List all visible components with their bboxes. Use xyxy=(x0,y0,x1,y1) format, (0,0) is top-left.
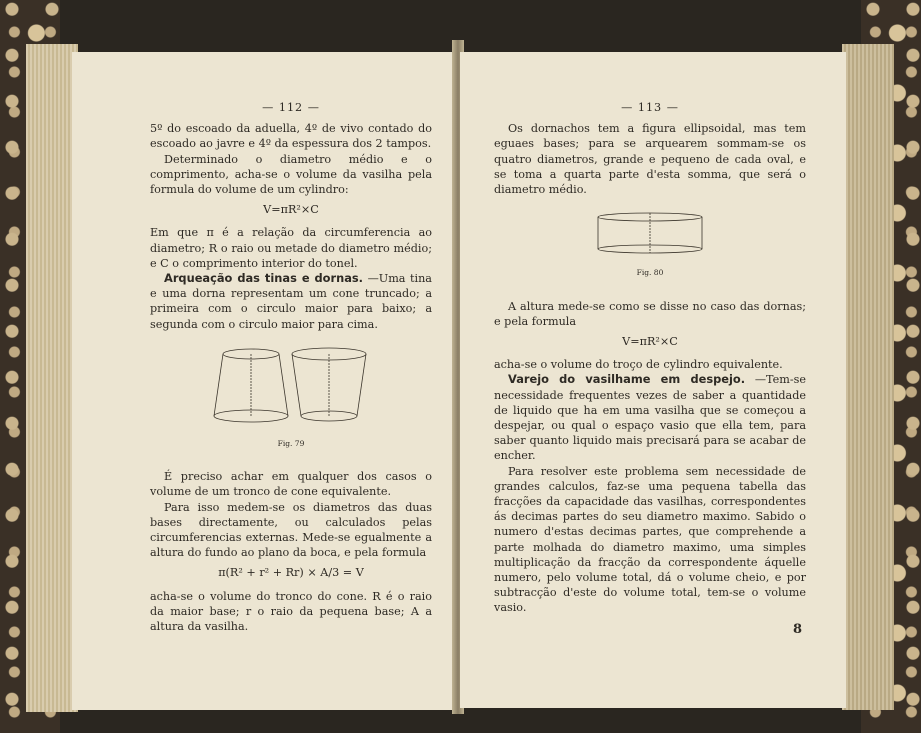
page-edges-left xyxy=(26,44,78,712)
paragraph: Para isso medem-se os diametros das duas bases directamente, ou calculados pelas circumferencias externas. Mede-se egualmente a altura do fundo ao plano da boca, e pela formula xyxy=(150,500,432,560)
figure-cylinder xyxy=(494,211,806,261)
paragraph: acha-se o volume do troço de cylindro equivalente. xyxy=(494,358,783,372)
formula: V=πR²×C xyxy=(622,335,678,349)
right-page xyxy=(460,52,846,708)
formula: V=πR²×C xyxy=(263,203,319,217)
paragraph: Os dornachos tem a figura ellipsoidal, mas tem eguaes bases; para se arquearem sommam-se os quatro diametros, grande e pequeno de cada oval, e se toma a quarta parte d'esta somma, que será o diametro médio. xyxy=(494,122,806,197)
paragraph: É preciso achar em qualquer dos casos o volume de um tronco de cone equivalente. xyxy=(150,470,432,499)
page-edges-right xyxy=(842,44,894,710)
paragraph: A altura mede-se como se disse no caso das dornas; e pela formula xyxy=(494,299,806,328)
signature-mark: 8 xyxy=(792,622,802,637)
section-paragraph xyxy=(150,271,432,332)
figure-tub-and-vat xyxy=(150,346,432,432)
section-paragraph xyxy=(494,372,806,463)
cylinder-illustration xyxy=(594,211,706,257)
paragraph: Determinado o diametro médio e o comprimento, acha-se o volume da vasilha pela formula do volume de um cylindro: xyxy=(150,152,432,197)
truncated-cone-illustration xyxy=(211,346,371,428)
paragraph: Para resolver este problema sem necessidade de grandes calculos, faz-se uma pequena tabella das fracções da capacidade das vasilhas, correspondentes ás decimas partes do seu diametro maximo. Sabido o numero d'estas decimas partes, que comprehende a parte molhada do diametro maximo, uma simples multiplicação da fracção da correspondente áquelle numero, pelo volume total, dá o volume cheio, e por subtracção d'este do volume total, tem-se o volume vasio. xyxy=(494,464,806,615)
page-number: — 113 — xyxy=(621,101,679,114)
figure-caption: Fig. 80 xyxy=(636,268,664,278)
paragraph: Em que π é a relação da circumferencia ao diametro; R o raio ou metade do diametro médio; e C o comprimento interior do tonel. xyxy=(150,226,432,270)
section-text: —Tem-se necessidade frequentes vezes de saber a quantidade de liquido que ha em uma vasilha que se começou a despejar, ou qual o espaço vasio que ella tem, para saber quanto liquido mais precisará para se acabar de encher. xyxy=(494,373,806,463)
formula: π(R² + r² + Rr) × A/3 = V xyxy=(218,566,364,580)
section-heading: Arqueação das tinas e dornas. xyxy=(164,271,364,286)
section-text: —Uma tina e uma dorna representam um cone truncado; a primeira com o circulo maior para baixo; a segunda com o circulo maior para cima. xyxy=(150,272,432,331)
figure-caption: Fig. 79 xyxy=(277,439,305,449)
section-heading: Varejo do vasilhame em despejo. xyxy=(508,372,746,387)
left-page xyxy=(72,52,456,710)
page-number: — 112 — xyxy=(262,101,320,114)
paragraph: acha-se o volume do tronco do cone. R é o raio da maior base; r o raio da pequena base; A a altura da vasilha. xyxy=(150,589,432,634)
paragraph: 5º do escoado da aduella, 4º de vivo contado do escoado ao javre e 4º da espessura dos 2 tampos. xyxy=(150,122,432,151)
